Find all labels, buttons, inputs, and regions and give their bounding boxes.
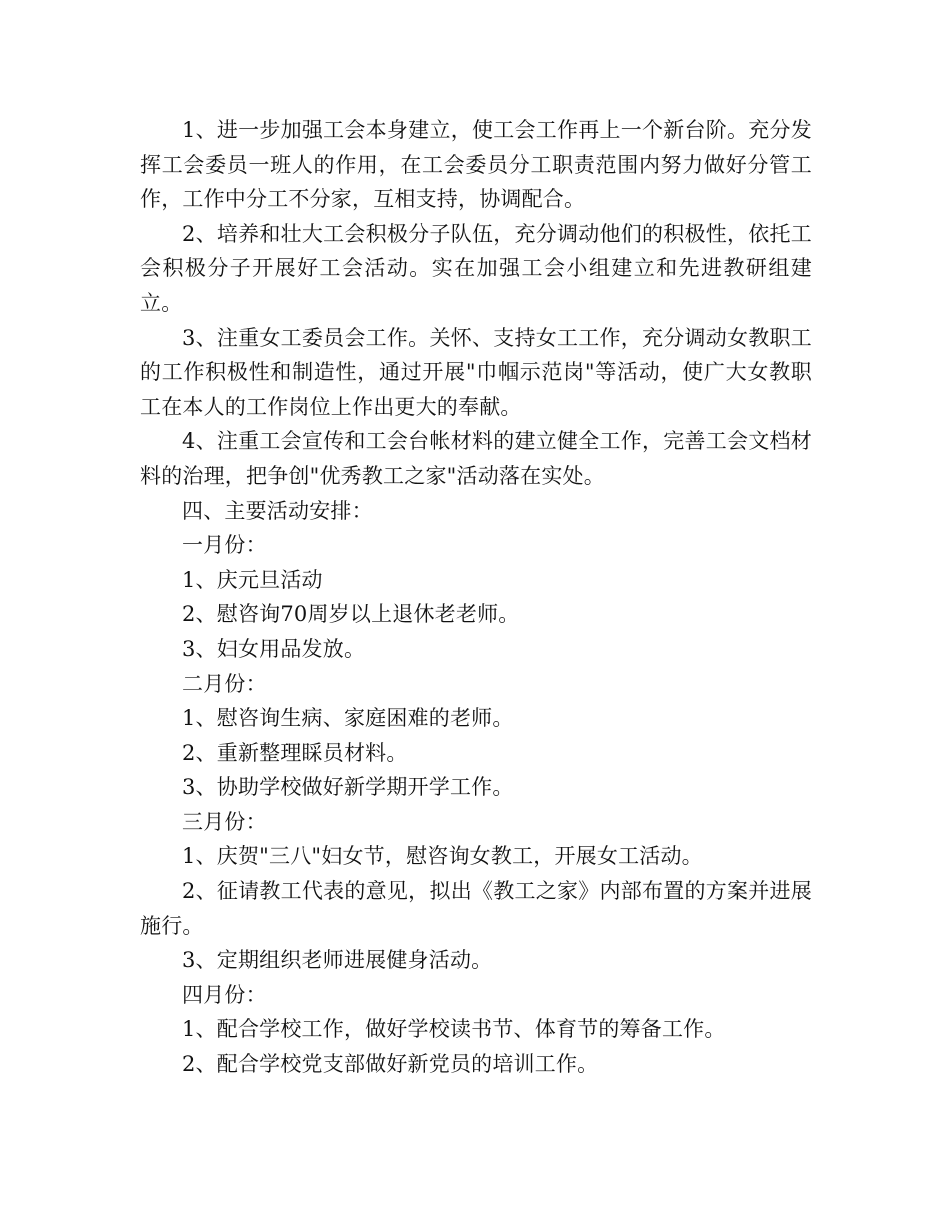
- list-item: 2、配合学校党支部做好新党员的培训工作。: [182, 1052, 599, 1077]
- paragraph-union-self-building: 1、进一步加强工会本身建立，使工会工作再上一个新台阶。充分发挥工会委员一班人的作用，在工会委员分工职责范围内努力做好分管工作，工作中分工不分家，互相支持，协调配合。: [140, 118, 812, 212]
- month-heading-april: 四月份：: [182, 982, 267, 1007]
- list-item: 1、配合学校工作，做好学校读书节、体育节的筹备工作。: [182, 1017, 726, 1042]
- paragraph-women-committee: 3、注重女工委员会工作。关怀、支持女工工作，充分调动女教职工的工作积极性和制造性，通过开展"巾帼示范岗"等活动，使广大女教职工在本人的工作岗位上作出更大的奉献。: [140, 325, 812, 419]
- list-item: 2、慰咨询70周岁以上退休老老师。: [182, 602, 520, 627]
- paragraph-publicity-records: 4、注重工会宣传和工会台帐材料的建立健全工作，完善工会文档材料的治理，把争创"优秀教工之家"活动落在实处。: [140, 429, 812, 488]
- document-body: [140, 113, 812, 1082]
- month-heading-january: 一月份：: [182, 533, 267, 558]
- list-item: 3、协助学校做好新学期开学工作。: [182, 775, 514, 800]
- paragraph-activist-team: 2、培养和壮大工会积极分子队伍，充分调动他们的积极性，依托工会积极分子开展好工会活动。实在加强工会小组建立和先进教研组建立。: [140, 221, 812, 315]
- list-item: 1、慰咨询生病、家庭困难的老师。: [182, 706, 514, 731]
- list-item: 2、重新整理睬员材料。: [182, 740, 408, 765]
- list-item: 3、定期组织老师进展健身活动。: [182, 948, 493, 973]
- month-heading-march: 三月份：: [182, 809, 267, 834]
- month-heading-february: 二月份：: [182, 671, 267, 696]
- section-heading-activities: 四、主要活动安排：: [182, 498, 373, 523]
- list-item: 2、征请教工代表的意见，拟出《教工之家》内部布置的方案并进展施行。: [140, 879, 812, 938]
- list-item: 3、妇女用品发放。: [182, 636, 366, 661]
- list-item: 1、庆贺"三八"妇女节，慰咨询女教工，开展女工活动。: [182, 844, 703, 869]
- list-item: 1、庆元旦活动: [182, 567, 323, 592]
